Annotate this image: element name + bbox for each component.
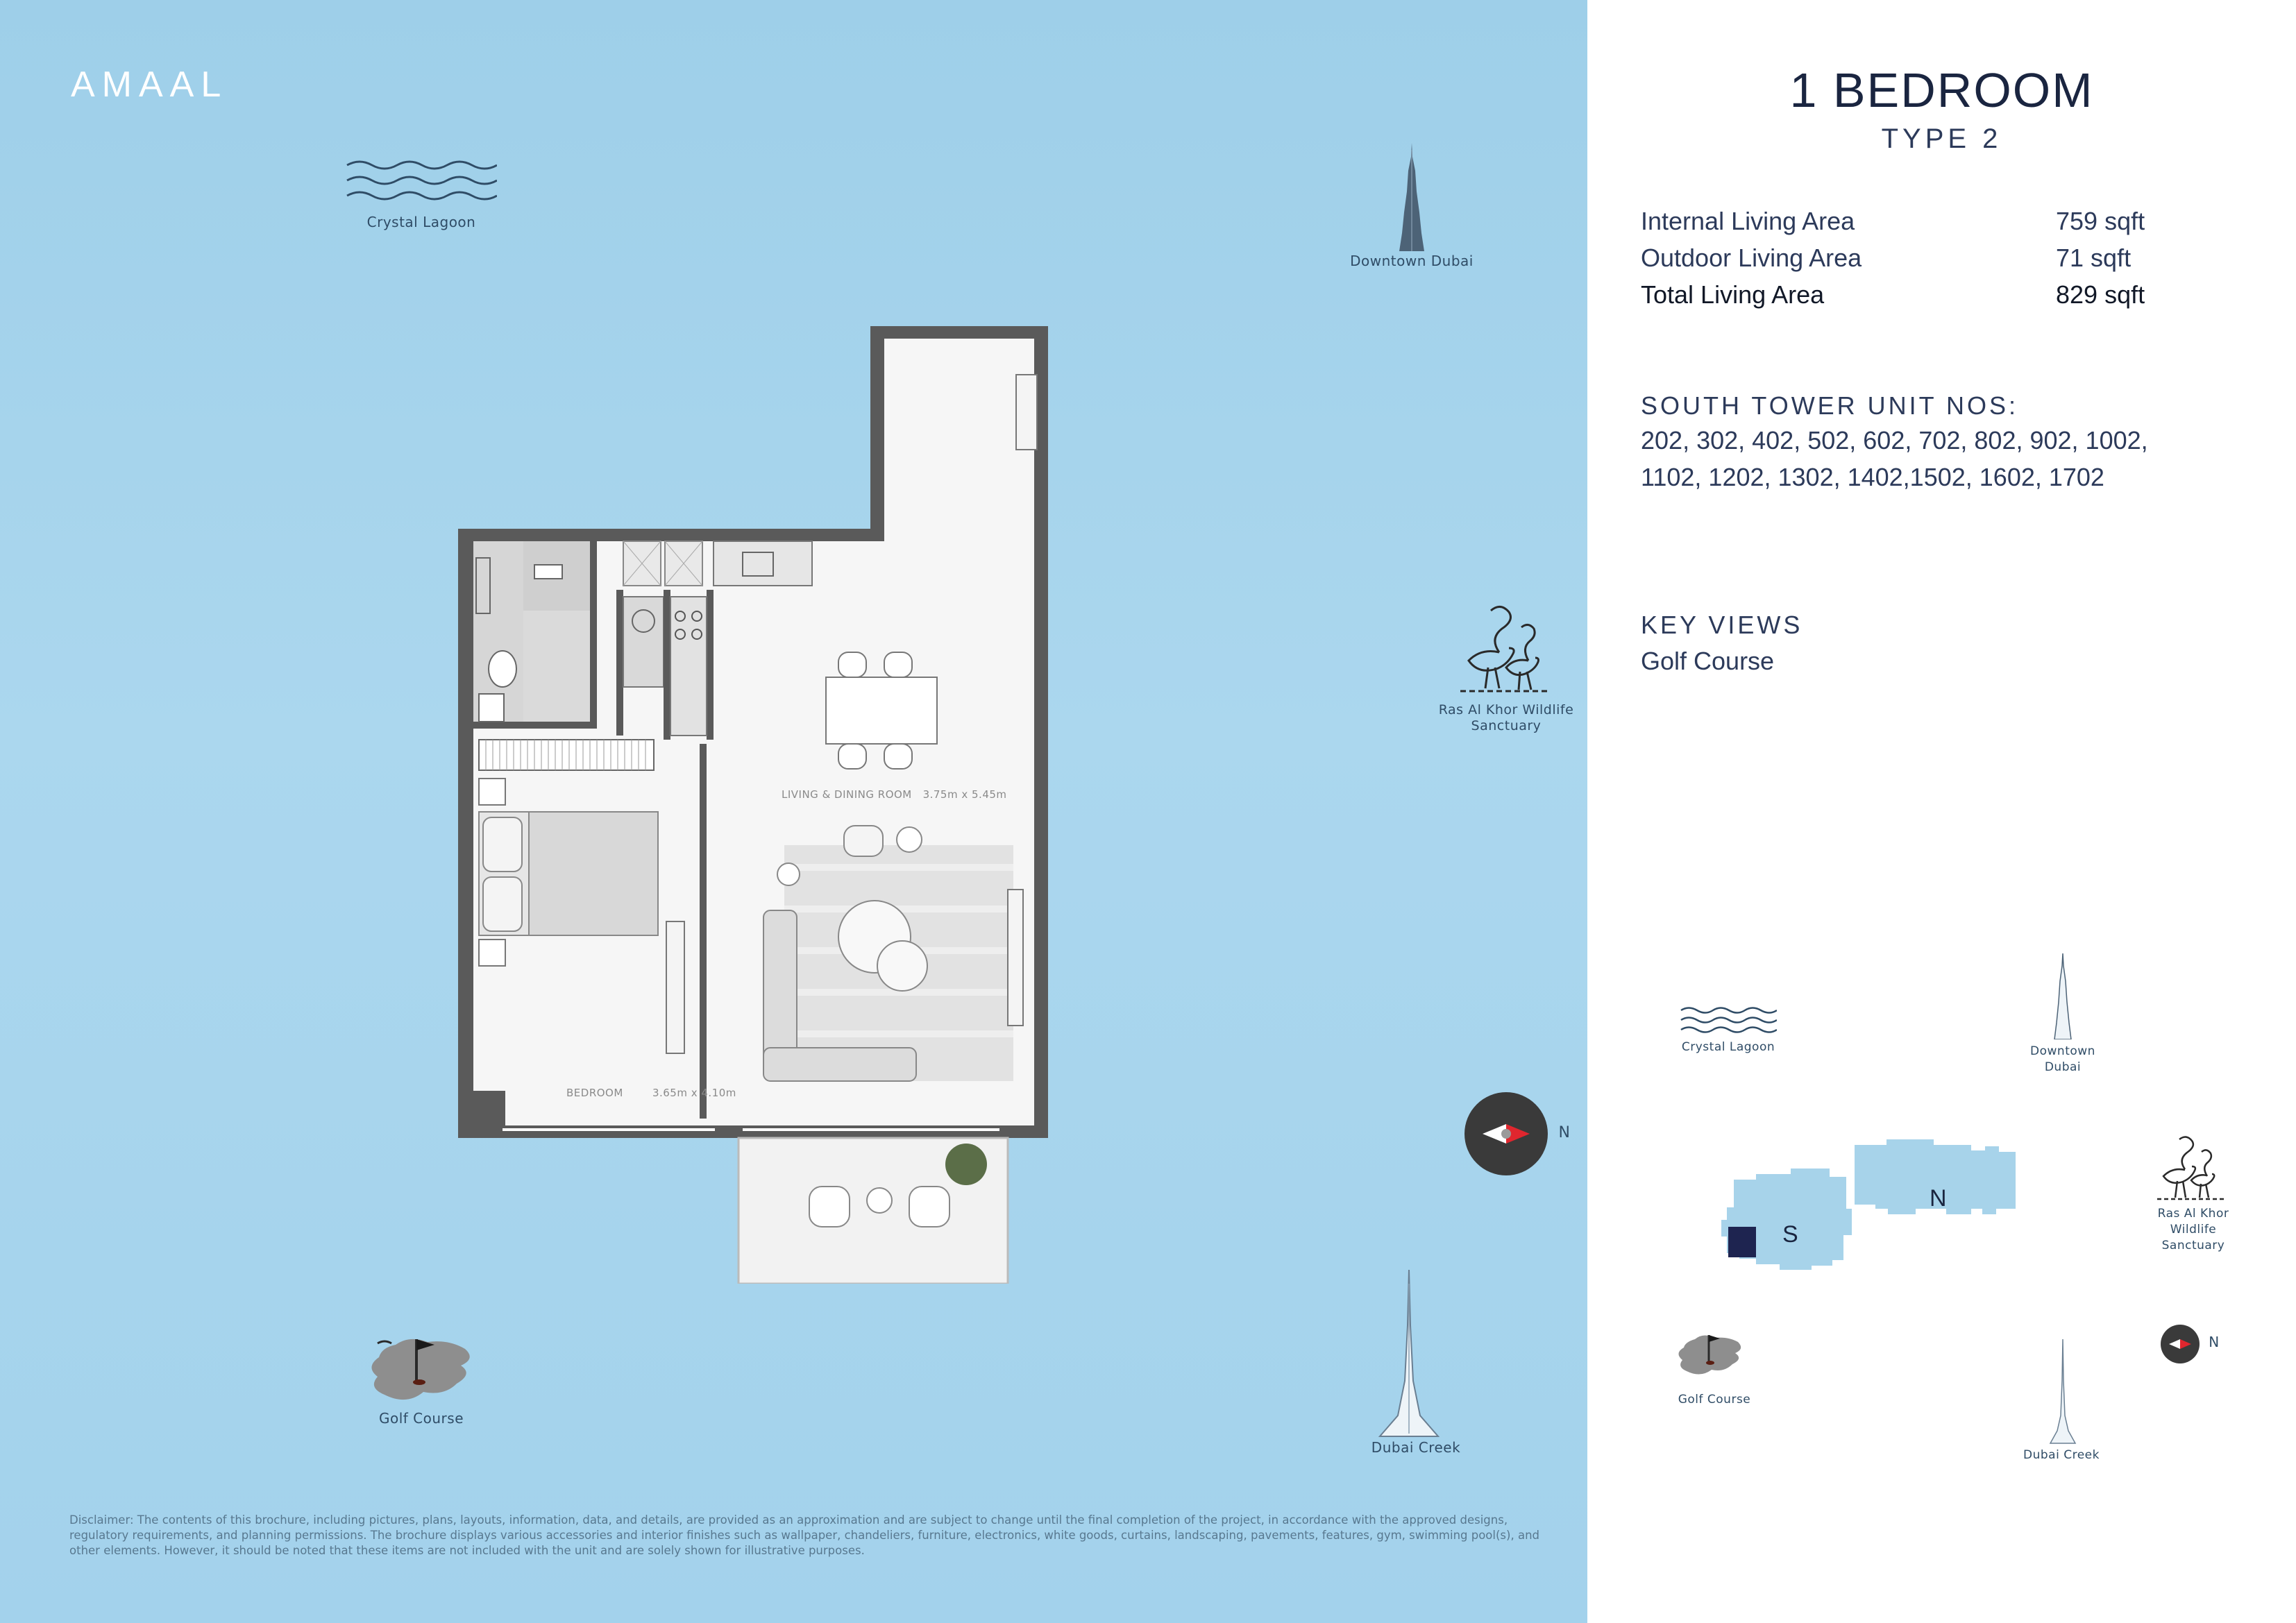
dubai-creek-label: Dubai Creek	[1371, 1439, 1461, 1456]
dubai-creek-tower-icon	[1376, 1270, 1442, 1438]
floor-plan-drawing	[458, 326, 1055, 1284]
keyplan-golf-icon	[1677, 1327, 1746, 1377]
unit-title: 1 BEDROOM	[1789, 63, 2094, 117]
tower-units-list: 202, 302, 402, 502, 602, 702, 802, 902, 1002, 1102, 1202, 1302, 1402,1502, 1602, 1702	[1641, 426, 2148, 491]
keyplan-ras-line3: Sanctuary	[2161, 1239, 2225, 1252]
area-value-total: 829 sqft	[2056, 280, 2145, 309]
compass-icon	[1463, 1091, 1549, 1177]
key-plan	[1652, 944, 2277, 1471]
golf-course-icon	[368, 1327, 476, 1404]
keyplan-downtown-label	[2000, 1044, 2125, 1076]
living-room-dims: 3.75m x 5.45m	[922, 788, 1007, 801]
keyplan-burj-icon	[2050, 953, 2075, 1039]
keyplan-downtown-line1: Downtown	[2030, 1044, 2095, 1058]
keyplan-golf-label: Golf Course	[1678, 1393, 1751, 1407]
burj-khalifa-icon	[1391, 143, 1433, 251]
downtown-dubai-label: Downtown Dubai	[1350, 253, 1474, 269]
compass-north-label: N	[1558, 1124, 1571, 1141]
area-label-internal: Internal Living Area	[1641, 207, 1855, 235]
keyplan-flamingo-icon	[2156, 1134, 2225, 1203]
amaal-logo: AMAAL	[71, 65, 228, 105]
keyplan-compass-icon	[2160, 1324, 2200, 1364]
unit-subtitle: TYPE 2	[1881, 124, 2002, 154]
area-value-outdoor: 71 sqft	[2056, 244, 2132, 272]
area-value-internal: 759 sqft	[2056, 207, 2145, 235]
north-tower-label: N	[1930, 1185, 1947, 1212]
keyplan-lagoon-label: Crystal Lagoon	[1681, 1040, 1775, 1054]
lagoon-waves-icon	[346, 157, 497, 204]
disclaimer-text: Disclaimer: The contents of this brochure, including pictures, plans, layouts, information, data, and details, are provided as an approximation and are subject to change until the final completion of the project, in accordance with the approved designs, regulatory requirements, and planning permissions. The brochure displays various accessories and interior finishes such as wallpaper, chandeliers, furniture, electronics, white goods, curtains, landscaping, pavements, features, gym, swimming pool(s), and other elements. However, it should be noted that these items are not included with the unit and are solely shown for illustrative purposes.	[69, 1513, 1539, 1557]
golf-course-label: Golf Course	[378, 1410, 464, 1427]
area-label-total: Total Living Area	[1641, 280, 1825, 309]
living-room-name: LIVING & DINING ROOM	[782, 788, 912, 801]
flamingo-icon	[1458, 602, 1552, 697]
bedroom-name: BEDROOM	[566, 1087, 623, 1099]
bedroom-label	[566, 1087, 736, 1099]
ras-al-khor-label	[1409, 702, 1587, 734]
crystal-lagoon-label: Crystal Lagoon	[366, 214, 476, 230]
keyplan-ras-line2: Wildlife	[2170, 1223, 2217, 1237]
area-label-outdoor: Outdoor Living Area	[1641, 244, 1862, 272]
key-views-value: Golf Course	[1641, 647, 1775, 675]
keyplan-ras-label	[2138, 1206, 2249, 1254]
ras-al-khor-line2: Sanctuary	[1471, 718, 1542, 733]
keyplan-lagoon-icon	[1680, 1005, 1777, 1035]
living-room-label	[782, 788, 1007, 801]
ras-al-khor-line1: Ras Al Khor Wildlife	[1438, 702, 1574, 717]
keyplan-creek-icon	[2049, 1339, 2077, 1445]
keyplan-ras-line1: Ras Al Khor	[2157, 1207, 2229, 1221]
keyplan-creek-label: Dubai Creek	[2023, 1448, 2100, 1462]
tower-units-heading: SOUTH TOWER UNIT NOS:	[1641, 391, 2019, 420]
south-tower-label: S	[1782, 1221, 1798, 1248]
key-views-heading: KEY VIEWS	[1641, 611, 1803, 639]
bedroom-dims: 3.65m x 4.10m	[652, 1087, 736, 1099]
building-footprint	[1707, 1131, 2096, 1284]
keyplan-downtown-line2: Dubai	[2044, 1060, 2082, 1074]
keyplan-compass-n-label: N	[2209, 1334, 2220, 1350]
